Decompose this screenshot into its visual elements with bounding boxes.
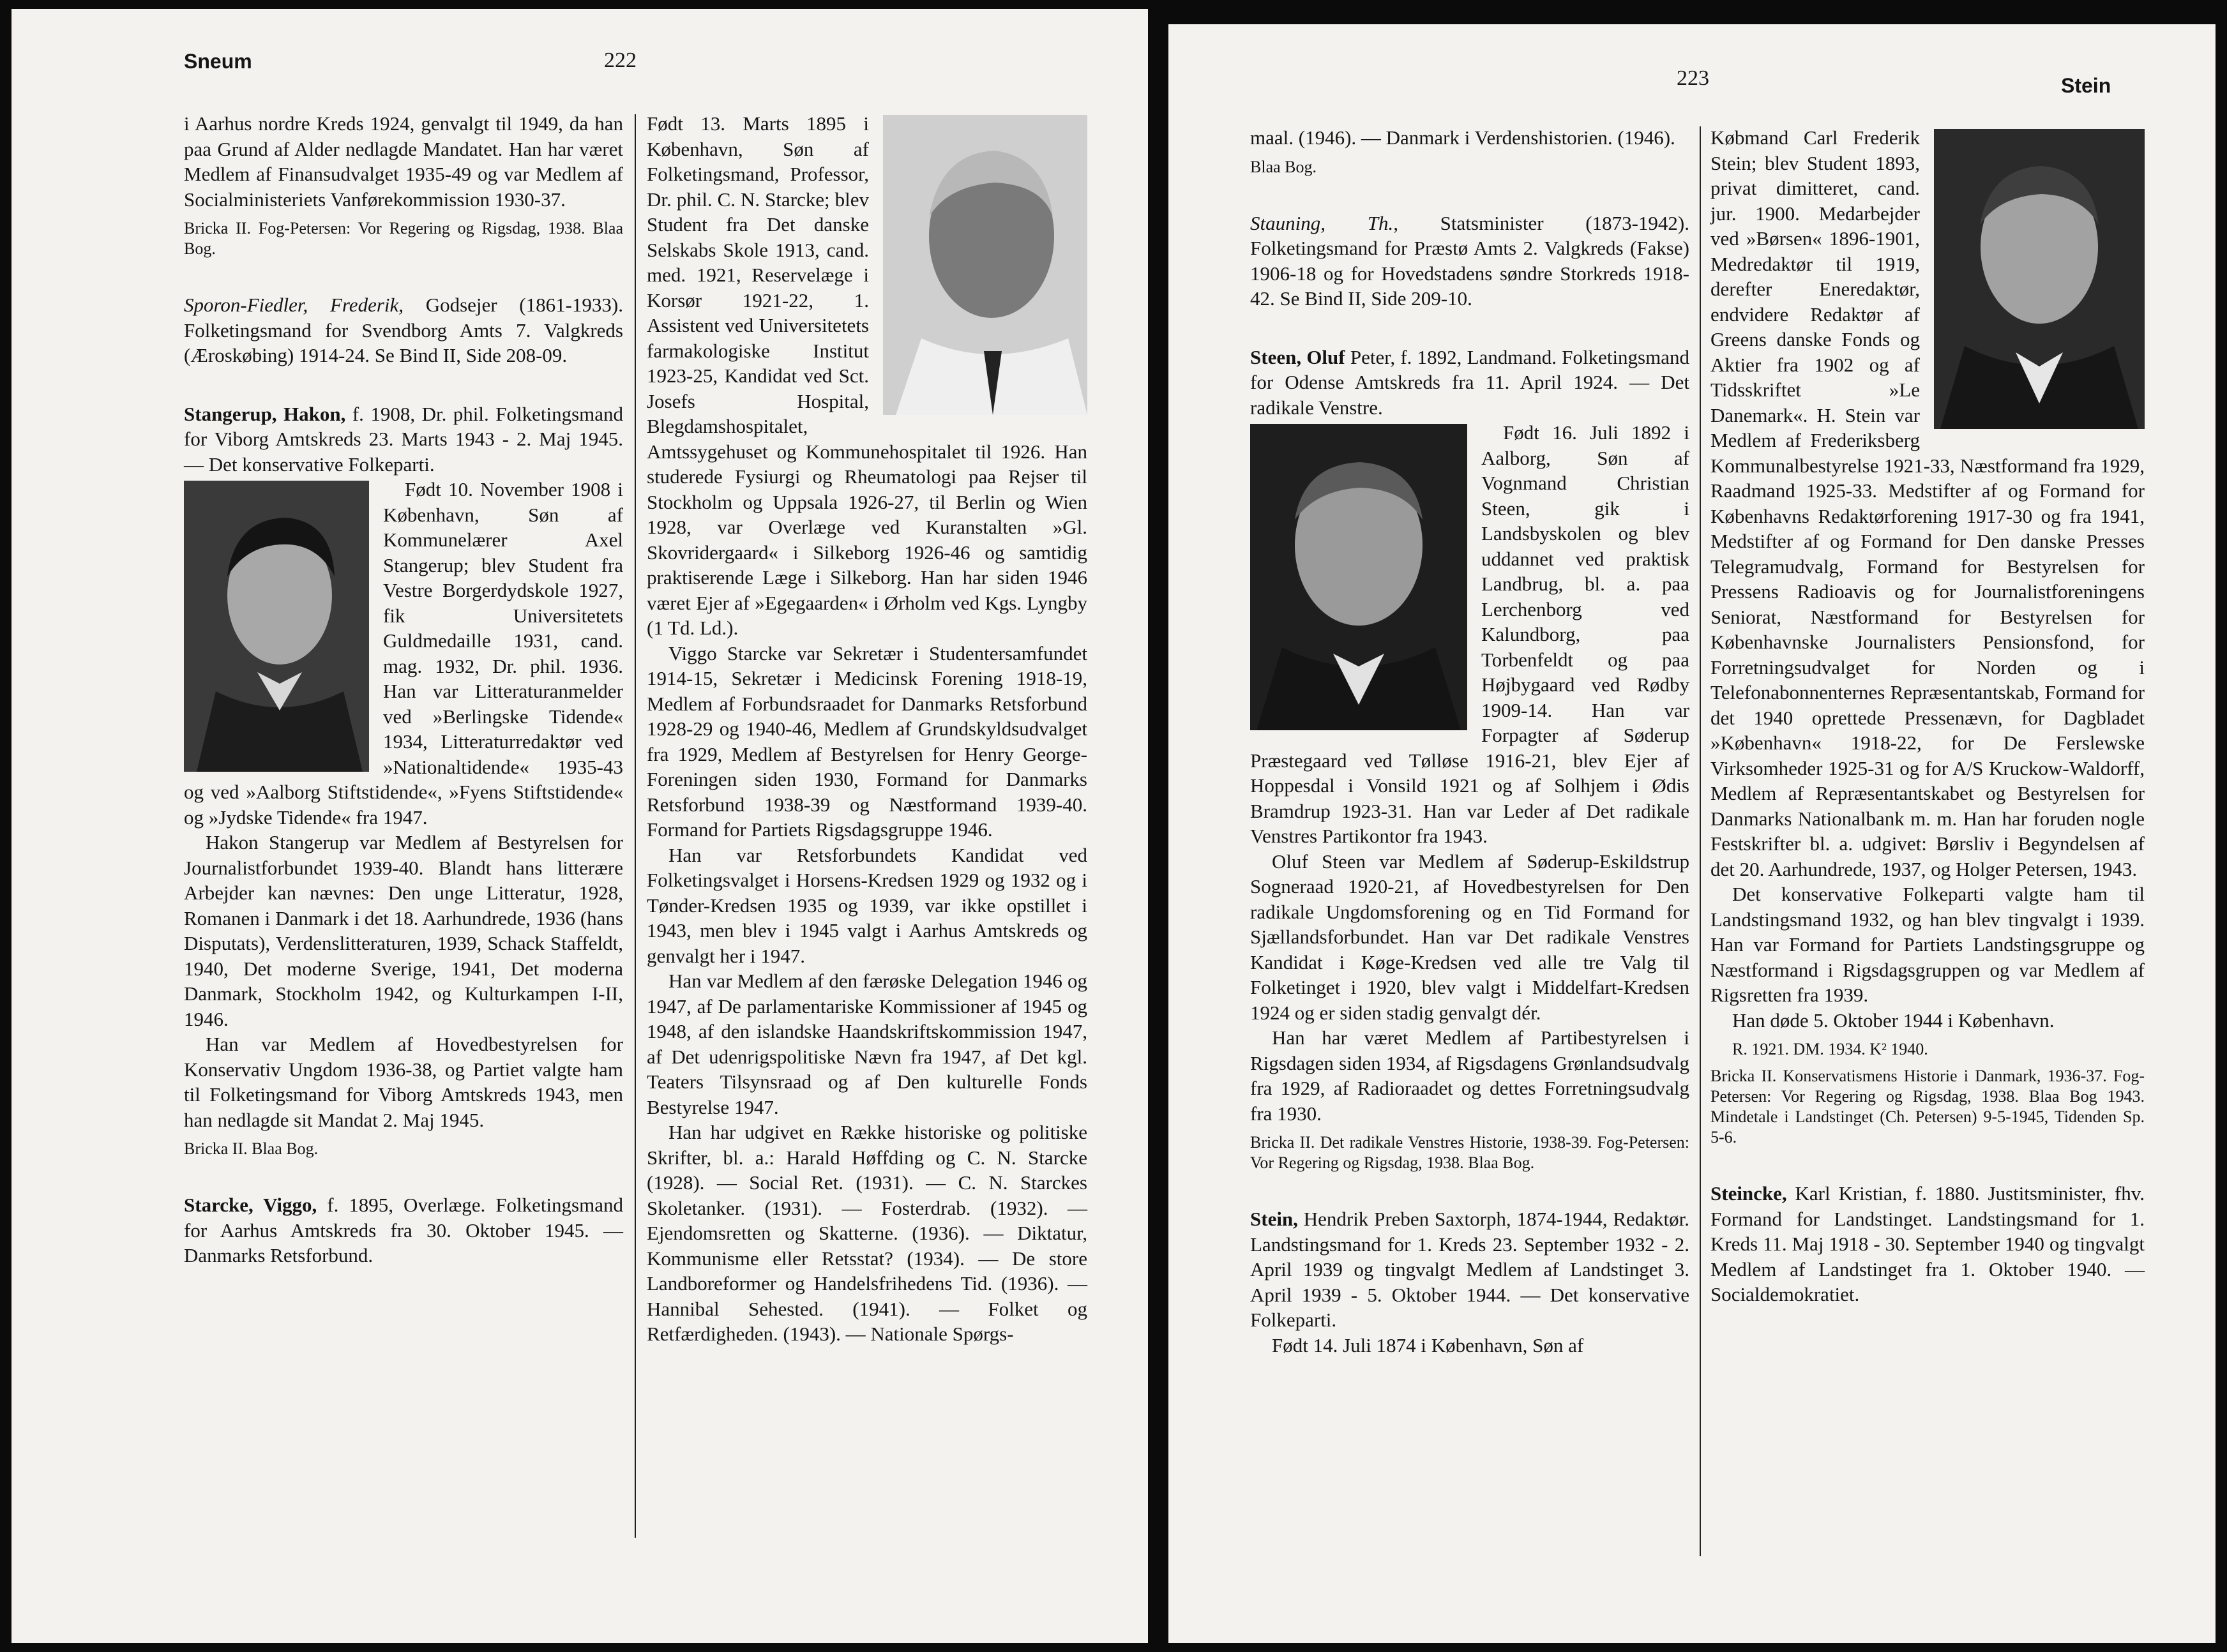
entry-heading: Sporon-Fiedler, Frederik,	[184, 294, 404, 316]
entry-heading: Steen, Oluf	[1250, 345, 1345, 368]
entry-intro: f. 1908, Dr. phil. Folketingsmand for Viborg Amtskreds 23. Marts 1943 - 2. Maj 1945. — Det konservative Folkeparti.	[184, 402, 624, 476]
stangerup-paragraph-2: Hakon Stangerup var Medlem af Bestyrelsen for Journalistforbundet 1939-40. Blandt hans litterære Arbejder kan nævnes: Den unge Litteratur, 1928, Romanen i Danmark i det 18. Aarhundrede, 1936 (hans Disputats), Verdenslitteraturen, 1939, Schack Staffeldt, 1940, Det moderne Sverige, 1941, Det moderna Danmark, Stockholm 1942, og Kulturkampen I-II, 1946.	[184, 831, 623, 1030]
stein-orders: R. 1921. DM. 1934. K² 1940.	[1732, 1040, 1928, 1058]
steen-paragraph-2: Oluf Steen var Medlem af Søderup-Eskildstrup Sogneraad 1920-21, af Hovedbestyrelsen for Den radikale Ungdomsforening og en Tid Formand for Sjællandsforbundet. Han var Det radikale Venstres Kandidat i Køge-Kredsen ved alle tre Valg til Folketinget i 1920, blev valgt i Middelfart-Kredsen 1924 og er siden stadig genvalgt dér.	[1250, 850, 1689, 1024]
portrait-figure	[883, 115, 1087, 415]
page-number: 222	[604, 49, 637, 72]
portrait-figure	[184, 481, 369, 772]
right-page	[1168, 24, 2216, 1643]
entry-intro: Peter, f. 1892, Landmand. Folketingsmand for Odense Amtskreds fra 11. April 1924. — Det radikale Venstre.	[1250, 345, 1689, 419]
steen-biography: Født 16. Juli 1892 i Aalborg, Søn af Vognmand Christian Steen, gik i Landsbyskolen og blev uddannet ved praktisk Landbrug, bl. a. paa Lerchenborg ved Kalundborg, paa Torbenfeldt og paa Højbygaard ved Rødby 1909-14. Han var Forpagter af Søderup Præstegaard ved Tølløse 1916-21, blev Ejer af Hoppesdal i Vonsild 1921 og af Solhjem i Ødis Bramdrup 1923-31. Han var Leder af Det radikale Venstres Partikontor fra 1943.	[1250, 421, 1689, 847]
portrait-stein	[1934, 129, 2145, 429]
entry-sporon-fiedler	[184, 292, 623, 368]
entry-starcke	[184, 1192, 623, 1268]
starcke-paragraph-3: Han var Retsforbundets Kandidat ved Folketingsvalget i Horsens-Kredsen 1929 og 1932 og i Tønder-Kredsen 1935 og 1939, var ikke opstillet i 1943, men blev i 1945 valgt i Aarhus Amtskreds og genvalgt her i 1947.	[647, 843, 1087, 967]
right-column-1	[1250, 125, 1689, 1358]
steen-sources: Bricka II. Det radikale Venstres Historie, 1938-39. Fog-Petersen: Vor Regering og Rigsdag, 1938. Blaa Bog.	[1250, 1133, 1689, 1172]
stangerup-sources: Bricka II. Blaa Bog.	[184, 1139, 319, 1158]
steen-paragraph-3: Han har været Medlem af Partibestyrelsen i Rigsdagen siden 1934, af Rigsdagens Grønlandsudvalg fra 1929, af Radioraadet og dettes Forretningsudvalg fra 1930.	[1250, 1026, 1689, 1125]
portrait-stangerup	[184, 481, 369, 772]
entry-stangerup	[184, 402, 623, 477]
sneum-sources: Bricka II. Fog-Petersen: Vor Regering og Rigsdag, 1938. Blaa Bog.	[184, 219, 623, 258]
right-column-2	[1710, 125, 2145, 1307]
entry-intro: f. 1895, Overlæge. Folketingsmand for Aarhus Amtskreds fra 30. Oktober 1945. — Danmarks Retsforbund.	[184, 1194, 623, 1266]
left-column-2	[647, 111, 1087, 1347]
entry-heading: Steincke,	[1710, 1182, 1787, 1205]
entry-intro: Godsejer (1861-1933). Folketingsmand for Svendborg Amts 7. Valgkreds (Æroskøbing) 1914-24. Se Bind II, Side 208-09.	[184, 294, 623, 366]
portrait-steen	[1250, 424, 1467, 730]
entry-heading: Stangerup, Hakon,	[184, 402, 346, 425]
left-column-1	[184, 111, 623, 1268]
entry-heading: Starcke, Viggo,	[184, 1194, 317, 1216]
running-head-word: Sneum	[184, 50, 252, 73]
entry-stauning	[1250, 211, 1689, 312]
starcke-paragraph-4: Han var Medlem af den færøske Delegation 1946 og 1947, af De parlamentariske Kommissioner af 1945 og 1948, af den islandske Haandskriftskommission 1947, af Det udenrigspolitiske Nævn fra 1947, af Det kgl. Teaters Tilsynsraad og af Den kulturelle Fonds Bestyrelse 1947.	[647, 970, 1087, 1118]
entry-heading: Stein,	[1250, 1208, 1298, 1230]
entry-steincke	[1710, 1181, 2145, 1307]
entry-heading: Stauning, Th.,	[1250, 211, 1398, 234]
column-divider	[635, 114, 636, 1538]
entry-intro: Statsminister (1873-1942). Folketingsmand for Præstø Amts 2. Valgkreds (Fakse) 1906-18 og for Hovedstadens søndre Storkreds 1918-42. Se Bind II, Side 209-10.	[1250, 211, 1690, 310]
entry-intro: Hendrik Preben Saxtorph, 1874-1944, Redaktør. Landstingsmand for 1. Kreds 23. September 1932 - 2. April 1939 og tingvalgt Medlem af Landstinget 3. April 1939 - 5. Oktober 1944. — Det konservative Folkeparti.	[1250, 1208, 1689, 1331]
portrait-figure	[1934, 129, 2145, 429]
portrait-starcke	[883, 115, 1087, 415]
stangerup-biography: Født 10. November 1908 i København, Søn af Kommunelærer Axel Stangerup; blev Student fra Vestre Borgerdydskole 1927, fik Universitetets Guldmedaille 1931, cand. mag. 1932, Dr. phil. 1936. Han var Litteraturanmelder ved »Berlingske Tidende« 1934, Litteraturredaktør ved »Nationaltidende« 1935-43 og ved »Aalborg Stiftstidende«, »Fyens Stiftstidende« og »Jydske Tidende« fra 1947.	[184, 478, 623, 829]
entry-intro: Karl Kristian, f. 1880. Justitsminister, fhv. Formand for Landstinget. Landstingsmand for 1. Kreds 11. Maj 1918 - 30. September 1940 og tingvalgt Medlem af Landstinget fra 1. Oktober 1940. — Socialdemokratiet.	[1710, 1182, 2145, 1305]
starcke-biography: Født 13. Marts 1895 i København, Søn af Folketingsmand, Professor, Dr. phil. C. N. Starcke; blev Student fra Det danske Selskabs Skole 1913, cand. med. 1921, Reservelæge i Korsør 1921-22, 1. Assistent ved Universitetets farmakologiske Institut 1923-25, Kandidat ved Sct. Josefs Hospital, Blegdamshospitalet, Amtssygehuset og Kommunehospitalet til 1926. Han studerede Fysiurgi og Rheumatologi paa Rejser til Stockholm og Uppsala 1926-27, til Berlin og Wien 1928, var Overlæge ved Kuranstalten »Gl. Skovridergaard« i Silkeborg 1926-46 og samtidig praktiserende Læge i Silkeborg. Han har siden 1946 været Ejer af »Egegaarden« i Ørholm ved Kgs. Lyngby (1 Td. Ld.).	[647, 112, 1087, 639]
running-head-word: Stein	[2061, 74, 2111, 97]
starcke-sources: Blaa Bog.	[1250, 157, 1317, 176]
starcke-paragraph-2: Viggo Starcke var Sekretær i Studentersamfundet 1914-15, Sekretær i Medicinsk Forening 1918-19, Medlem af Forbundsraadet for Danmarks Retsforbund 1928-29 og 1940-46, Medlem af Grundskyldsudvalget fra 1929, Medlem af Bestyrelsen for Henry George-Foreningen siden 1930, Formand for Danmarks Retsforbund 1938-39 og Næstformand 1939-40. Formand for Partiets Rigsdagsgruppe 1946.	[647, 642, 1087, 841]
stein-born: Født 14. Juli 1874 i København, Søn af	[1272, 1333, 1584, 1356]
page-number: 223	[1677, 66, 1709, 90]
stein-biography: Købmand Carl Frederik Stein; blev Student 1893, privat dimitteret, cand. jur. 1900. Medarbejder ved »Børsen« 1896-1901, Medredaktør til 1919, derefter Eneredaktør, endvidere Redaktør af Greens danske Fonds og Aktier fra 1902 og af Tidsskriftet »Le Danemark«. H. Stein var Medlem af Frederiksberg Kommunalbestyrelse 1921-33, Næstformand fra 1929, Raadmand 1925-33. Medstifter af og Formand for Københavns Redaktørforening 1917-30 og fra 1941, Medstifter af og Formand for Den danske Presses Telegramudvalg, Formand for Bestyrelsen for Pressens Radioavis og for Journalistforeningens Seniorat, Næstformand for Bestyrelsen for Københavnske Journalisters Pensionsfond, for Forretningsudvalget for Norden og i Telefonabonnenternes Repræsentantskab, Formand for det 1940 oprettede Pressenævn, for Dagbladet »København« 1918-22, for De Ferslewske Virksomheder 1925-31 og for A/S Kruckow-Waldorff, Medlem af Repræsentantskabet og Bestyrelsen for Danmarks Nationalbank m. m. Han har foruden nogle Festskrifter bl. a. udgivet: Børsliv i Begyndelsen af det 20. Aarhundrede, 1937, og Holger Petersen, 1943.	[1710, 126, 2145, 880]
stein-paragraph-2: Det konservative Folkeparti valgte ham til Landstingsmand 1932, og han blev tingvalgt i 1939. Han var Formand for Partiets Landstingsgruppe og Næstformand i Rigsdagsgruppen og var Medlem af Rigsretten fra 1939.	[1710, 883, 2145, 1006]
entry-stein	[1250, 1206, 1689, 1333]
left-page	[11, 9, 1148, 1643]
sneum-continuation: i Aarhus nordre Kreds 1924, genvalgt til 1949, da han paa Grund af Alder nedlagde Mandatet. Han har været Medlem af Finansudvalget 1935-49 og var Medlem af Socialministeriets Vanførekommission 1930-37.	[184, 112, 623, 211]
entry-steen	[1250, 345, 1689, 421]
stein-sources: Bricka II. Konservatismens Historie i Danmark, 1936-37. Fog-Petersen: Vor Regering og Rigsdag, 1938. Blaa Bog 1943. Mindetale i Landstinget (Ch. Petersen) 9-5-1945, Tidenden Sp. 5-6.	[1710, 1067, 2145, 1146]
starcke-paragraph-5: Han har udgivet en Række historiske og politiske Skrifter, bl. a.: Harald Høffding og C. N. Starcke (1928). — Social Ret. (1931). — C. N. Starckes Skoletanker. (1931). — Fosterdrab. (1932). — Ejendomsretten og Skatterne. (1936). — Diktatur, Kommunisme eller Retsstat? (1934). — De store Landboreformer og Handelsfrihedens Tid. (1936). — Hannibal Sehested. (1941). — Folket og Retfærdigheden. (1943). — Nationale Spørgs-	[647, 1121, 1087, 1345]
stangerup-paragraph-3: Han var Medlem af Hovedbestyrelsen for Konservativ Ungdom 1936-38, og Partiet valgte ham til Folketingsmand for Viborg Amtskreds 1943, men han nedlagde sit Mandat 2. Maj 1945.	[184, 1033, 623, 1131]
portrait-figure	[1250, 424, 1467, 730]
stein-died: Han døde 5. Oktober 1944 i København.	[1732, 1009, 2055, 1032]
starcke-continuation: maal. (1946). — Danmark i Verdenshistorien. (1946).	[1250, 126, 1675, 149]
column-divider	[1700, 126, 1701, 1556]
